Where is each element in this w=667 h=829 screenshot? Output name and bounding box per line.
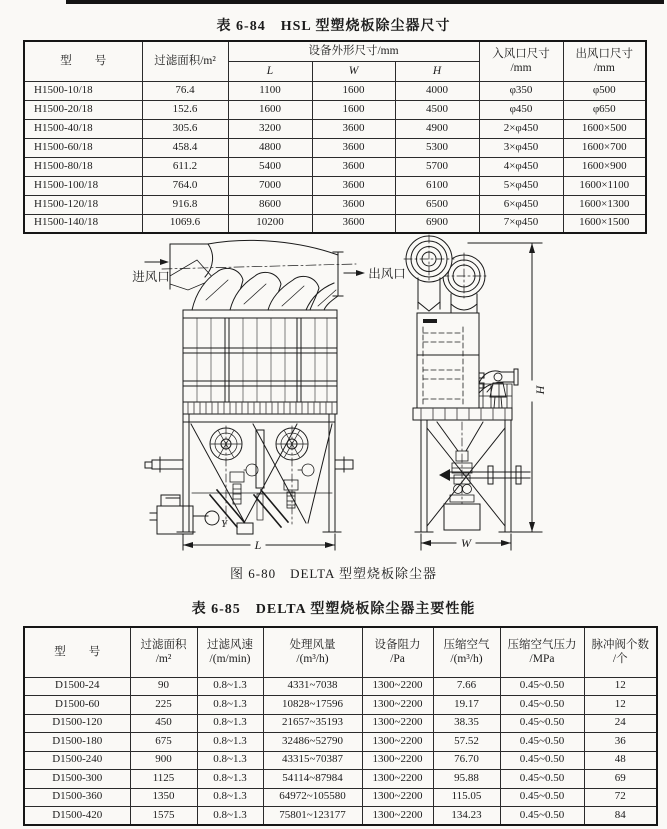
manifold-centerline: [162, 264, 356, 269]
center-slat: [256, 430, 264, 488]
table-cell: 0.8~1.3: [197, 677, 263, 696]
col-header-dim-h: H: [395, 61, 479, 81]
table-cell: 305.6: [142, 119, 228, 138]
table-cell: 12: [584, 696, 657, 715]
body-column-lines: [225, 318, 301, 402]
table-cell: φ350: [479, 81, 563, 100]
table-cell: D1500-360: [24, 788, 130, 807]
table-cell: 0.45~0.50: [500, 788, 584, 807]
table-cell: 1300~2200: [362, 751, 433, 770]
table-cell: 0.45~0.50: [500, 751, 584, 770]
col-header-outlet: [563, 41, 646, 81]
figure-6-80: [0, 232, 667, 562]
table-cell: 1300~2200: [362, 733, 433, 752]
table-cell: 64972~105580: [263, 788, 362, 807]
table-cell: 0.45~0.50: [500, 696, 584, 715]
table-row: [24, 100, 646, 119]
table-cell: 3600: [312, 176, 395, 195]
table-cell: H1500-80/18: [24, 157, 142, 176]
table-cell: 90: [130, 677, 197, 696]
table-cell: φ650: [563, 100, 646, 119]
table-cell: 1600: [312, 100, 395, 119]
outlet-label: 出风口: [368, 267, 406, 281]
table-cell: 7000: [228, 176, 312, 195]
table-cell: 1575: [130, 807, 197, 826]
table-cell: φ500: [563, 81, 646, 100]
table-row: [24, 214, 646, 233]
table-cell: 225: [130, 696, 197, 715]
table-cell: 76.70: [433, 751, 500, 770]
table-cell: D1500-180: [24, 733, 130, 752]
outlet-arrow-head: [356, 270, 365, 276]
table-cell: 4900: [395, 119, 479, 138]
table-6-84-body: [24, 81, 646, 233]
valve-stack-right: [284, 464, 314, 508]
table-cell: H1500-140/18: [24, 214, 142, 233]
grate-ticks: [188, 403, 332, 413]
table-row: [24, 677, 657, 696]
table-cell: 1600×500: [563, 119, 646, 138]
table-row: [24, 176, 646, 195]
table-cell: 72: [584, 788, 657, 807]
table-cell: 10200: [228, 214, 312, 233]
table-cell: 21657~35193: [263, 714, 362, 733]
header-line2: /m²: [155, 653, 172, 666]
header-line2: /Pa: [390, 653, 405, 666]
table-row: [24, 81, 646, 100]
col-header-filter-area: 过滤面积/m²: [142, 41, 228, 81]
table-row: [24, 807, 657, 826]
side-body-cap: [423, 319, 437, 323]
figure-6-80-caption: 图 6-80 DELTA 型塑烧板除尘器: [230, 566, 437, 581]
table-cell: 1600×700: [563, 138, 646, 157]
table-row: [24, 138, 646, 157]
table-6-84-header-row-1: [24, 41, 646, 61]
table-cell: 48: [584, 751, 657, 770]
table-row: [24, 788, 657, 807]
col-header-filter-area: [130, 627, 197, 677]
table-cell: 6900: [395, 214, 479, 233]
table-cell: 24: [584, 714, 657, 733]
table-cell: 38.35: [433, 714, 500, 733]
motor-assembly: [150, 495, 208, 534]
body-beam-lines: [183, 348, 337, 386]
table-cell: 0.8~1.3: [197, 788, 263, 807]
table-cell: 12: [584, 677, 657, 696]
table-cell: 0.8~1.3: [197, 714, 263, 733]
table-cell: 1600×1100: [563, 176, 646, 195]
table-row: [24, 714, 657, 733]
header-line2: /个: [612, 653, 628, 666]
header-line1: 型 号: [54, 646, 101, 659]
side-legs: [415, 420, 517, 532]
table-cell: 4800: [228, 138, 312, 157]
table-cell: φ450: [479, 100, 563, 119]
table-cell: 0.8~1.3: [197, 751, 263, 770]
header-line1: 脉冲阀个数: [591, 639, 649, 652]
table-cell: 0.45~0.50: [500, 714, 584, 733]
table-cell: 7.66: [433, 677, 500, 696]
y-port-label: Y: [220, 518, 228, 530]
table-cell: 134.23: [433, 807, 500, 826]
table-6-85-header-row: [24, 627, 657, 677]
table-cell: H1500-20/18: [24, 100, 142, 119]
table-6-85: [23, 626, 658, 826]
person-figure: [487, 373, 506, 408]
header-line1: 过滤风速: [207, 639, 253, 652]
table-cell: 8600: [228, 195, 312, 214]
table-cell: H1500-100/18: [24, 176, 142, 195]
table-cell: H1500-120/18: [24, 195, 142, 214]
table-cell: 3600: [312, 119, 395, 138]
table-cell: 3600: [312, 195, 395, 214]
table-cell: 4000: [395, 81, 479, 100]
table-cell: 152.6: [142, 100, 228, 119]
side-floor-band: [413, 408, 512, 420]
table-cell: 1600×1500: [563, 214, 646, 233]
manifold-top-curve: [208, 240, 338, 255]
table-cell: 75801~123177: [263, 807, 362, 826]
table-cell: 0.45~0.50: [500, 733, 584, 752]
table-cell: 43315~70387: [263, 751, 362, 770]
table-cell: 5700: [395, 157, 479, 176]
header-line1: 压缩空气压力: [507, 639, 577, 652]
col-header-dim-w: W: [312, 61, 395, 81]
table-cell: 675: [130, 733, 197, 752]
body-thin-mullions: [197, 318, 327, 402]
header-line1: 压缩空气: [443, 639, 490, 652]
table-cell: 115.05: [433, 788, 500, 807]
table-6-85-body: [24, 677, 657, 825]
table-cell: 3200: [228, 119, 312, 138]
page-top-rule: [66, 0, 664, 4]
table-cell: 1300~2200: [362, 807, 433, 826]
table-cell: 5×φ450: [479, 176, 563, 195]
table-cell: 1300~2200: [362, 714, 433, 733]
hopper-vertex-box: [237, 523, 253, 534]
table-cell: D1500-60: [24, 696, 130, 715]
table-cell: 1300~2200: [362, 677, 433, 696]
table-cell: 1300~2200: [362, 770, 433, 789]
table-cell: 3600: [312, 138, 395, 157]
body-top-beam: [183, 310, 337, 318]
table-cell: H1500-10/18: [24, 81, 142, 100]
table-cell: 764.0: [142, 176, 228, 195]
table-cell: 1600: [228, 100, 312, 119]
col-header-inlet: [479, 41, 563, 81]
table-cell: 19.17: [433, 696, 500, 715]
header-line1: 处理风量: [289, 639, 336, 652]
table-cell: 0.8~1.3: [197, 696, 263, 715]
table-cell: 3600: [312, 157, 395, 176]
table-cell: 5300: [395, 138, 479, 157]
table-cell: 36: [584, 733, 657, 752]
table-cell: D1500-120: [24, 714, 130, 733]
right-nozzle: [335, 457, 353, 472]
table-cell: 0.8~1.3: [197, 733, 263, 752]
table-6-84-title: 表 6-84 HSL 型塑烧板除尘器尺寸: [216, 19, 451, 34]
dim-w-label: W: [461, 536, 471, 550]
col-header-air-volume: [263, 627, 362, 677]
side-funnel: [437, 422, 483, 451]
table-cell: 6100: [395, 176, 479, 195]
table-cell: 69: [584, 770, 657, 789]
side-floor-ticks: [421, 409, 505, 419]
table-cell: 84: [584, 807, 657, 826]
side-pipe: [439, 466, 530, 484]
table-cell: 2×φ450: [479, 119, 563, 138]
table-row: [24, 733, 657, 752]
dim-h-label: H: [533, 385, 547, 395]
col-header-outlet-line2: /mm: [593, 62, 615, 75]
table-cell: D1500-300: [24, 770, 130, 789]
valve-stack-left: [230, 464, 258, 504]
dim-l-label: L: [254, 538, 262, 552]
col-header-model: [24, 627, 130, 677]
col-header-filter-velocity: [197, 627, 263, 677]
table-cell: D1500-240: [24, 751, 130, 770]
outlet-flange: [333, 252, 343, 296]
inlet-label: 进风口: [132, 270, 170, 284]
side-body-dashed-panel: [423, 327, 463, 404]
table-cell: 0.8~1.3: [197, 770, 263, 789]
table-cell: 916.8: [142, 195, 228, 214]
table-cell: 1100: [228, 81, 312, 100]
table-cell: 0.8~1.3: [197, 807, 263, 826]
table-row: [24, 195, 646, 214]
table-cell: D1500-420: [24, 807, 130, 826]
table-cell: 450: [130, 714, 197, 733]
table-cell: 611.2: [142, 157, 228, 176]
y-port-circle: [205, 511, 219, 525]
table-cell: 3×φ450: [479, 138, 563, 157]
front-legs: [177, 414, 341, 532]
table-cell: D1500-24: [24, 677, 130, 696]
table-cell: 5400: [228, 157, 312, 176]
table-cell: 7×φ450: [479, 214, 563, 233]
table-cell: 3600: [312, 214, 395, 233]
table-cell: 1350: [130, 788, 197, 807]
table-cell: 0.45~0.50: [500, 807, 584, 826]
table-cell: 95.88: [433, 770, 500, 789]
col-header-compressed-air: [433, 627, 500, 677]
table-cell: H1500-40/18: [24, 119, 142, 138]
table-cell: 4331~7038: [263, 677, 362, 696]
table-cell: 0.45~0.50: [500, 770, 584, 789]
col-header-model: 型 号: [24, 41, 142, 81]
table-cell: 458.4: [142, 138, 228, 157]
hopper-centerlines: [226, 426, 292, 524]
col-header-dims-group: 设备外形尺寸/mm: [228, 41, 479, 61]
table-cell: 1300~2200: [362, 788, 433, 807]
header-line1: 设备阻力: [374, 639, 421, 652]
header-line1: 过滤面积: [140, 639, 187, 652]
table-cell: 76.4: [142, 81, 228, 100]
table-cell: 32486~52790: [263, 733, 362, 752]
table-6-84: [23, 40, 647, 234]
left-nozzle: [145, 457, 183, 472]
header-line2: /(m³/h): [450, 653, 483, 666]
col-header-dim-l: L: [228, 61, 312, 81]
col-header-inlet-line1: 入风口尺寸: [492, 48, 550, 61]
header-line2: /(m/min): [209, 653, 251, 666]
table-row: [24, 119, 646, 138]
table-cell: 1600: [312, 81, 395, 100]
side-outlet-flange: [514, 369, 518, 385]
body-shell: [183, 318, 337, 402]
side-body: [417, 313, 479, 408]
header-line2: /MPa: [529, 653, 555, 666]
table-6-85-title: 表 6-85 DELTA 型塑烧板除尘器主要性能: [191, 602, 476, 617]
table-cell: 4×φ450: [479, 157, 563, 176]
table-row: [24, 751, 657, 770]
hopper-v-lines: [191, 424, 332, 523]
table-cell: 1600×1300: [563, 195, 646, 214]
col-header-inlet-line2: /mm: [510, 62, 532, 75]
table-cell: 1300~2200: [362, 696, 433, 715]
inlet-arrow-head: [160, 259, 169, 265]
table-cell: 54114~87984: [263, 770, 362, 789]
table-cell: 57.52: [433, 733, 500, 752]
table-cell: 1600×900: [563, 157, 646, 176]
col-header-pulse-valves: [584, 627, 657, 677]
discharge-base-box: [444, 504, 480, 530]
table-cell: H1500-60/18: [24, 138, 142, 157]
table-row: [24, 157, 646, 176]
table-row: [24, 770, 657, 789]
table-cell: 4500: [395, 100, 479, 119]
table-cell: 6×φ450: [479, 195, 563, 214]
col-header-resistance: [362, 627, 433, 677]
col-header-outlet-line1: 出风口尺寸: [575, 48, 633, 61]
col-header-air-pressure: [500, 627, 584, 677]
table-cell: 6500: [395, 195, 479, 214]
table-cell: 10828~17596: [263, 696, 362, 715]
table-row: [24, 696, 657, 715]
table-cell: 1069.6: [142, 214, 228, 233]
header-line2: /(m³/h): [296, 653, 329, 666]
table-cell: 0.45~0.50: [500, 677, 584, 696]
table-cell: 1125: [130, 770, 197, 789]
table-cell: 900: [130, 751, 197, 770]
